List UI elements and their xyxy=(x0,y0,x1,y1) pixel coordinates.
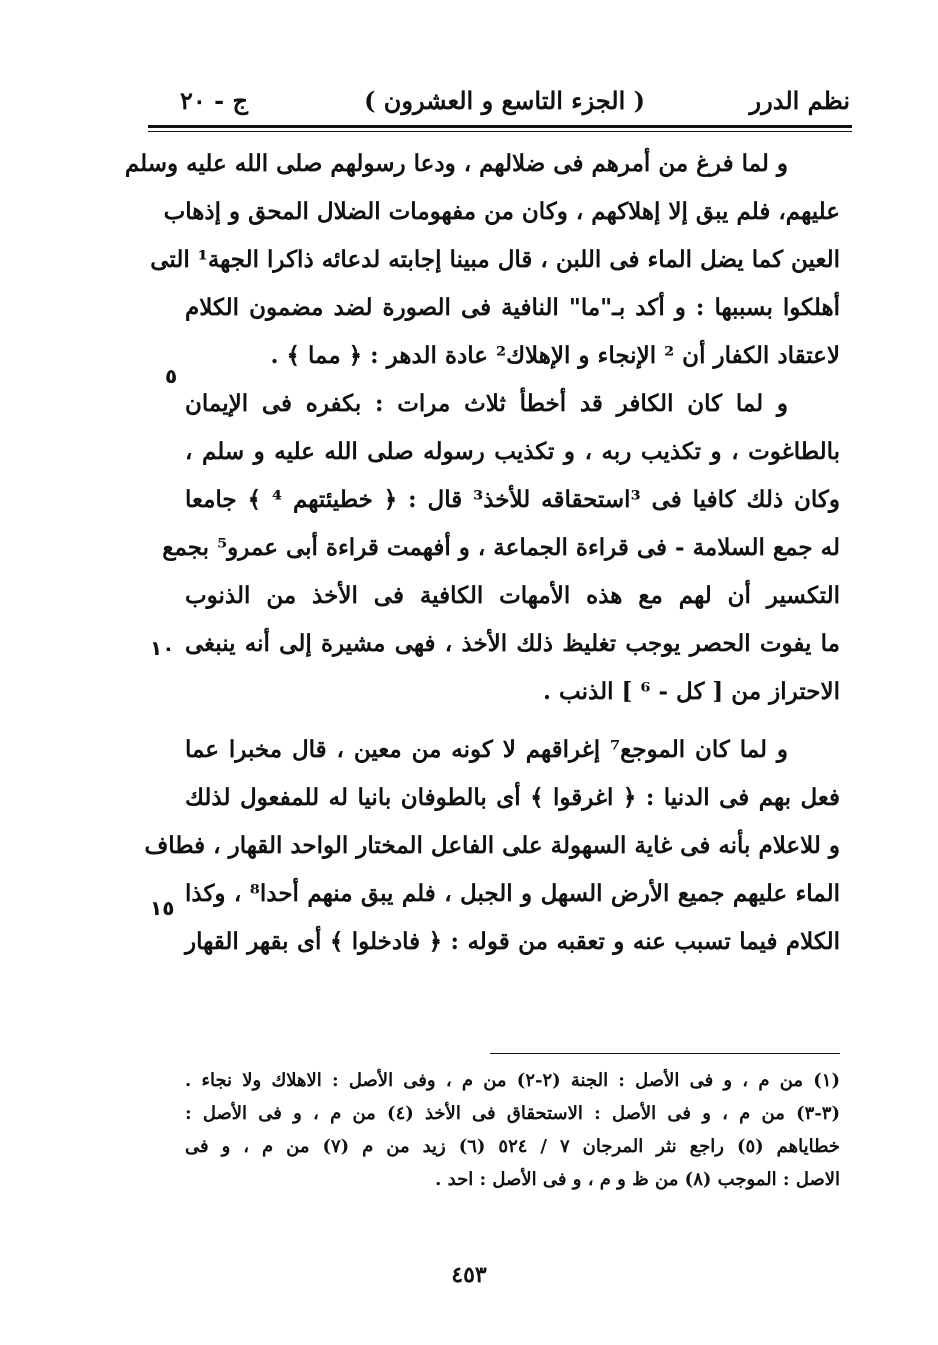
page-number: ٤٥٣ xyxy=(451,1262,487,1288)
footnotes xyxy=(185,1064,840,1196)
header-rule-thick xyxy=(148,125,852,128)
book-title: نظم الدرر xyxy=(749,86,850,115)
line-number-15: ١٥ xyxy=(150,896,175,920)
line-number-5: ٥ xyxy=(165,364,178,388)
paragraph-1 xyxy=(124,140,840,380)
footnote-line: (١) من م ، و فى الأصل : الجنة (٢-٢) من م ، وفى الأصل : الاهلاك ولا نجاء . xyxy=(185,1070,840,1091)
text-line: له جمع السلامة - فى قراءة الجماعة ، و أفهمت قراءة أبى عمرو⁵ بجمع xyxy=(162,534,840,561)
volume-number: ج - ٢٠ xyxy=(180,86,248,115)
header-rule-thin xyxy=(148,131,852,132)
text-line: الكلام فيما تسبب عنه و تعقبه من قوله : ﴿ فادخلوا ﴾ أى بقهر القهار xyxy=(185,928,840,955)
text-line: عليهم، فلم يبق إلا إهلاكهم ، وكان من مفهومات الضلال المحق و إذهاب xyxy=(163,198,840,225)
text-line: الماء عليهم جميع الأرض السهل و الجبل ، فلم يبق منهم أحدا⁸ ، وكذا xyxy=(185,880,840,907)
footnote-rule xyxy=(490,1053,840,1054)
text-line: لاعتقاد الكفار أن ² الإنجاء و الإهلاك² عادة الدهر : ﴿ مما ﴾ . xyxy=(270,342,840,369)
text-line: الاحتراز من [ كل - ⁶ ] الذنب . xyxy=(543,678,840,705)
text-line: و لما فرغ من أمرهم فى ضلالهم ، ودعا رسولهم صلى الله عليه وسلم xyxy=(124,150,788,177)
text-line: و للاعلام بأنه فى غاية السهولة على الفاعل المختار الواحد القهار ، فطاف xyxy=(144,832,840,859)
text-line: فعل بهم فى الدنيا : ﴿ اغرقوا ﴾ أى بالطوفان بانيا له للمفعول لذلك xyxy=(185,784,840,811)
text-line: و لما كان الموجع⁷ إغراقهم لا كونه من معين ، قال مخبرا عما xyxy=(185,736,789,763)
text-line: العين كما يضل الماء فى اللبن ، قال مبينا إجابته لدعائه ذاكرا الجهة¹ التى xyxy=(150,246,840,273)
text-line: وكان ذلك كافيا فى ³استحقاقه للأخذ³ قال : ﴿ خطيئتهم ⁴ ﴾ جامعا xyxy=(185,486,840,513)
page-header xyxy=(140,78,850,128)
text-line: أهلكوا بسببها : و أكد بـ"ما" النافية فى الصورة لضد مضمون الكلام xyxy=(185,294,840,321)
text-line: ما يفوت الحصر يوجب تغليظ ذلك الأخذ ، فهى مشيرة إلى أنه ينبغى xyxy=(185,630,840,657)
footnote-line: الاصل : الموجب (٨) من ظ و م ، و فى الأصل : احد . xyxy=(435,1169,840,1190)
footnote-line: خطاياهم (٥) راجع نثر المرجان ٧ / ٥٢٤ (٦) زيد من م (٧) من م ، و فى xyxy=(185,1136,840,1157)
text-line: و لما كان الكافر قد أخطأ ثلاث مرات : بكفره فى الإيمان xyxy=(185,390,788,417)
text-line: بالطاغوت ، و تكذيب ربه ، و تكذيب رسوله صلى الله عليه و سلم ، xyxy=(185,438,840,465)
line-number-10: ١٠ xyxy=(150,636,175,660)
footnote-line: (٣-٣) من م ، و فى الأصل : الاستحقاق فى الأخذ (٤) من م ، و فى الأصل : xyxy=(185,1103,840,1124)
text-line: التكسير أن لهم مع هذه الأمهات الكافية فى الأخذ من الذنوب xyxy=(185,582,840,609)
part-title: ( الجزء التاسع و العشرون ) xyxy=(364,86,645,115)
